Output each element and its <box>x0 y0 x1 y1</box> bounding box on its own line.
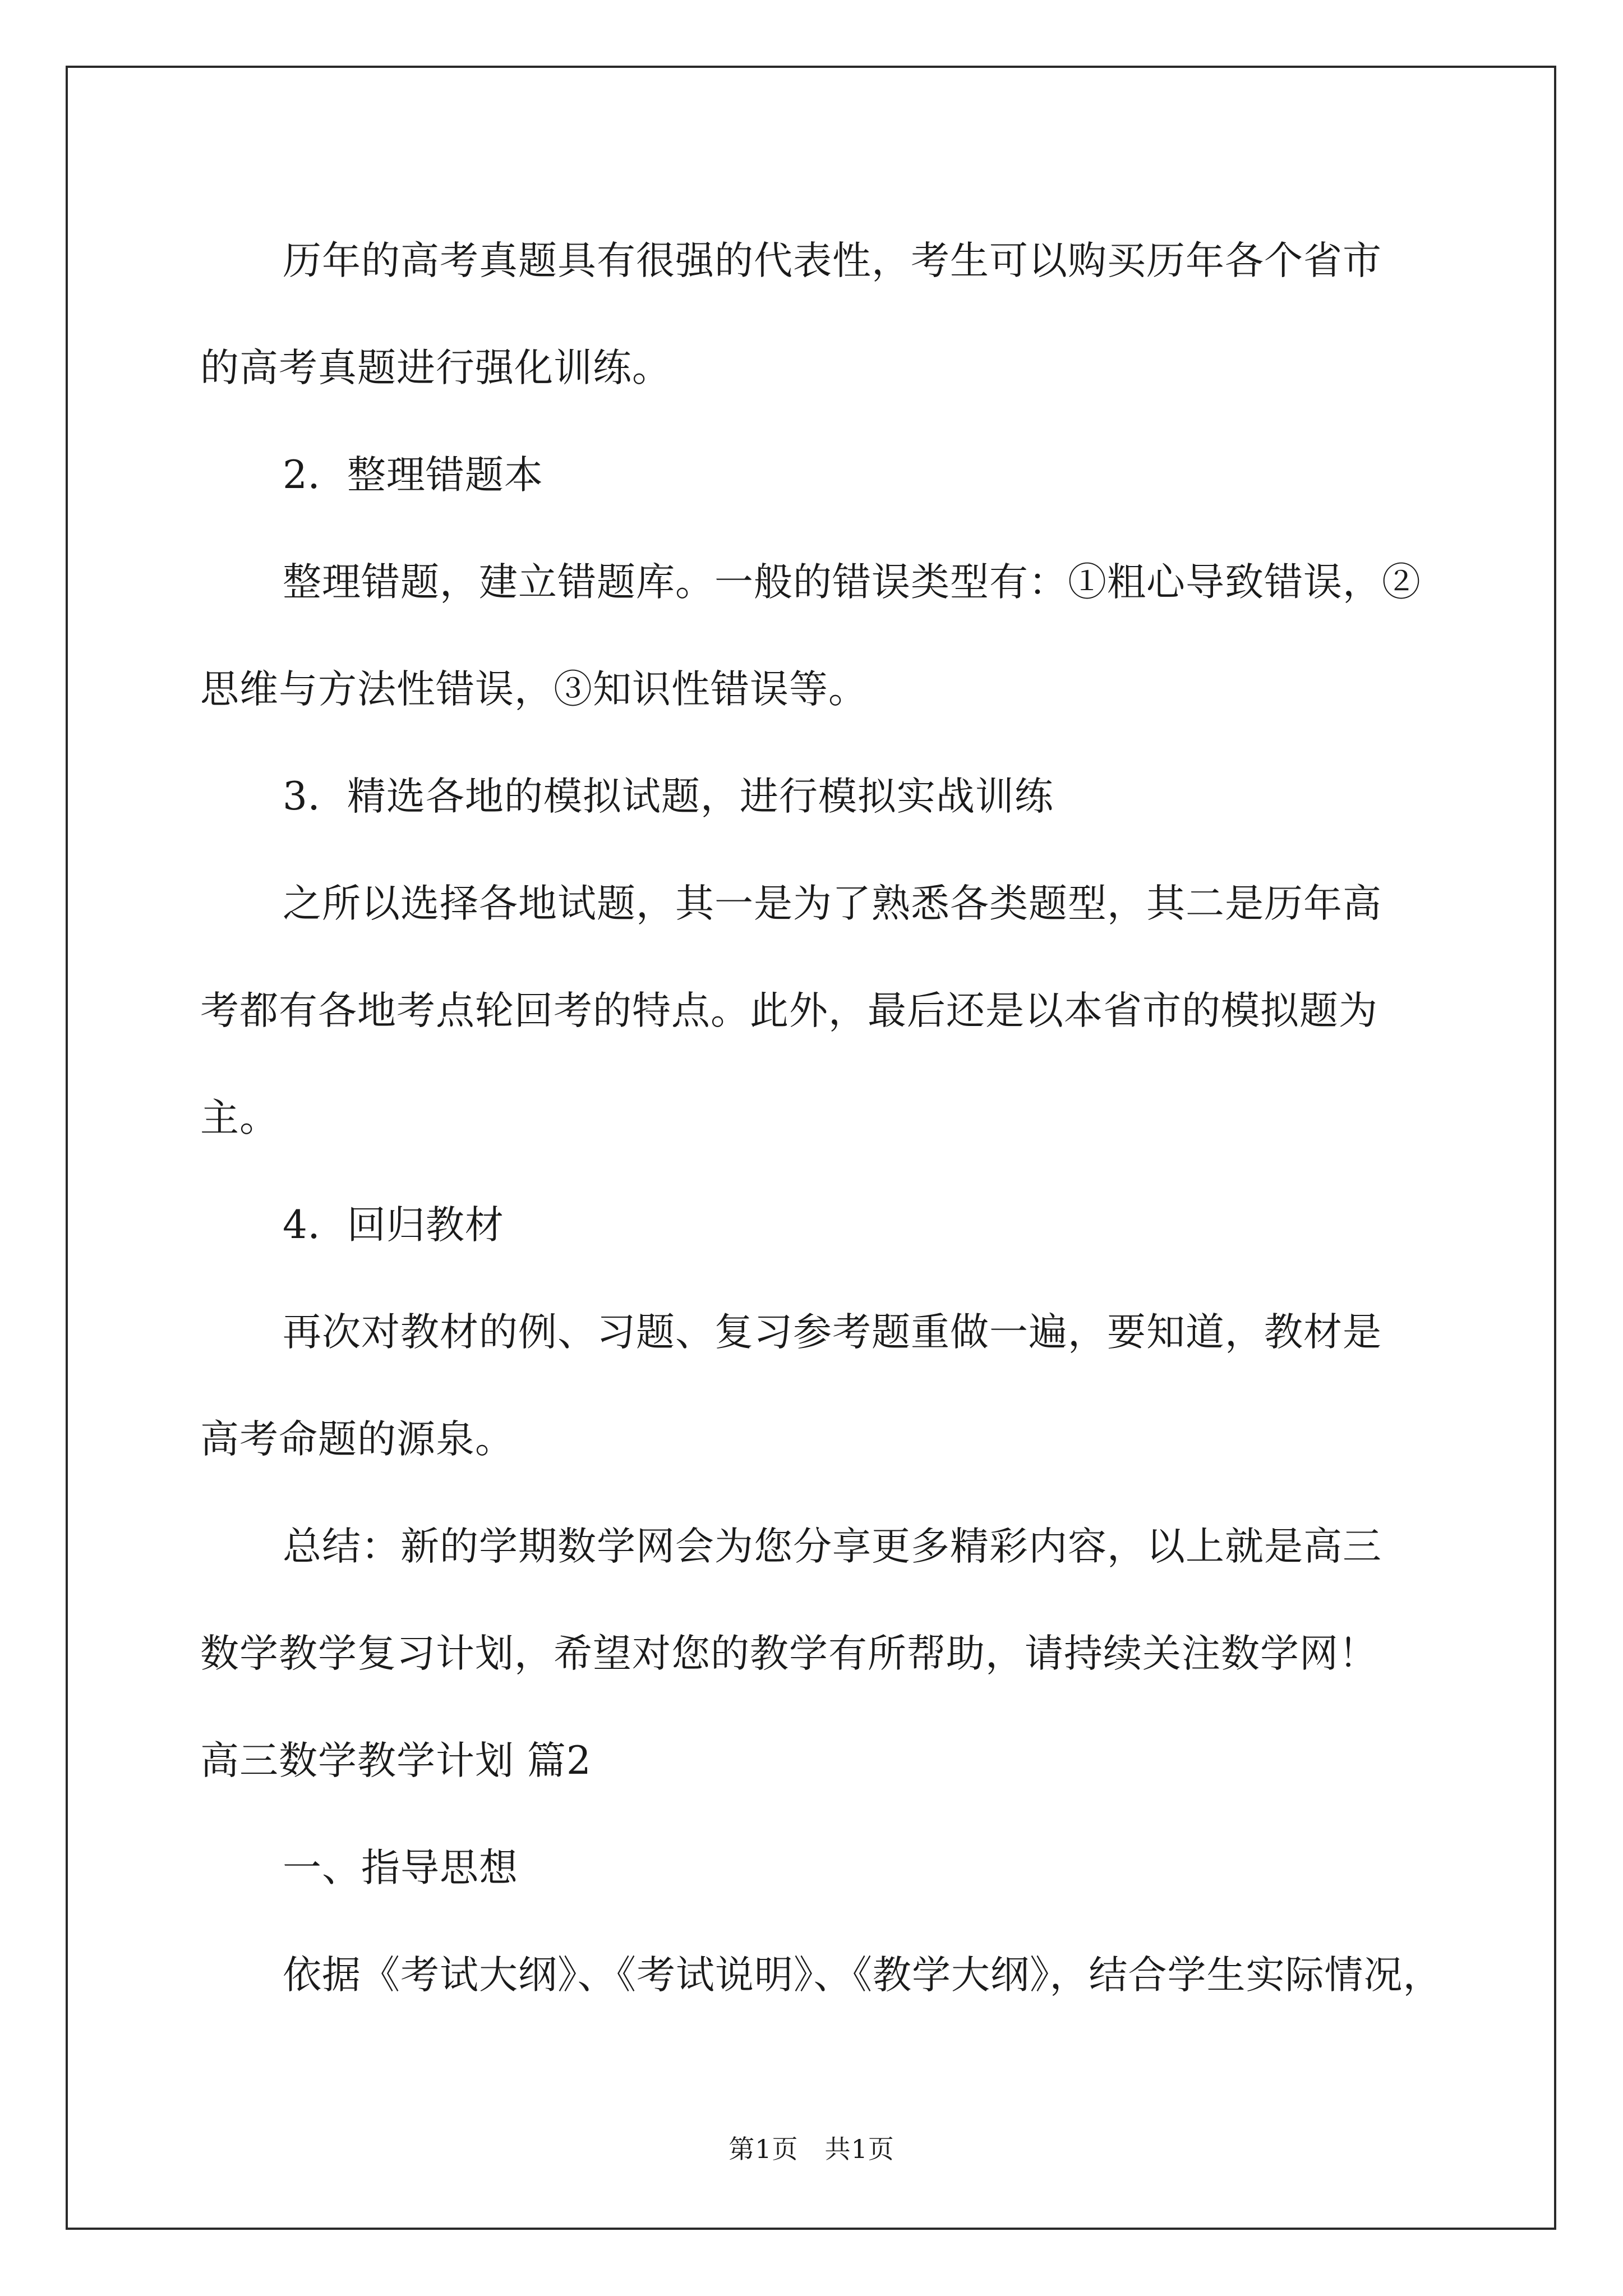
paragraph-line: 整理错题，建立错题库。一般的错误类型有：①粗心导致错误，② <box>283 560 1421 605</box>
page-number-footer: 第1页 共1页 <box>728 2134 895 2164</box>
paragraph-line: 依据《考试大纲》、《考试说明》、《教学大纲》，结合学生实际情况， <box>283 1953 1442 1998</box>
paragraph-line: 再次对教材的例、习题、复习参考题重做一遍，要知道，教材是 <box>283 1310 1382 1355</box>
paragraph-line: 高考命题的源泉。 <box>200 1417 514 1462</box>
paragraph-line: 历年的高考真题具有很强的代表性，考生可以购买历年各个省市 <box>283 238 1382 283</box>
section-heading: 一、指导思想 <box>283 1846 518 1890</box>
section-heading: 4．回归教材 <box>283 1203 504 1248</box>
section-heading: 2．整理错题本 <box>283 453 543 498</box>
paragraph-line: 考都有各地考点轮回考的特点。此外，最后还是以本省市的模拟题为 <box>200 988 1378 1033</box>
paragraph-line: 之所以选择各地试题，其一是为了熟悉各类题型，其二是历年高 <box>283 881 1382 926</box>
article-title: 高三数学教学计划 篇2 <box>200 1738 592 1783</box>
paragraph-line: 思维与方法性错误，③知识性错误等。 <box>200 667 868 712</box>
paragraph-line: 的高考真题进行强化训练。 <box>200 346 671 390</box>
section-heading: 3．精选各地的模拟试题，进行模拟实战训练 <box>283 774 1054 819</box>
paragraph-line: 数学教学复习计划，希望对您的教学有所帮助，请持续关注数学网！ <box>200 1631 1378 1676</box>
paragraph-line: 总结：新的学期数学网会为您分享更多精彩内容，以上就是高三 <box>283 1524 1382 1569</box>
paragraph-line: 主。 <box>200 1096 279 1140</box>
document-body <box>200 208 1442 2029</box>
